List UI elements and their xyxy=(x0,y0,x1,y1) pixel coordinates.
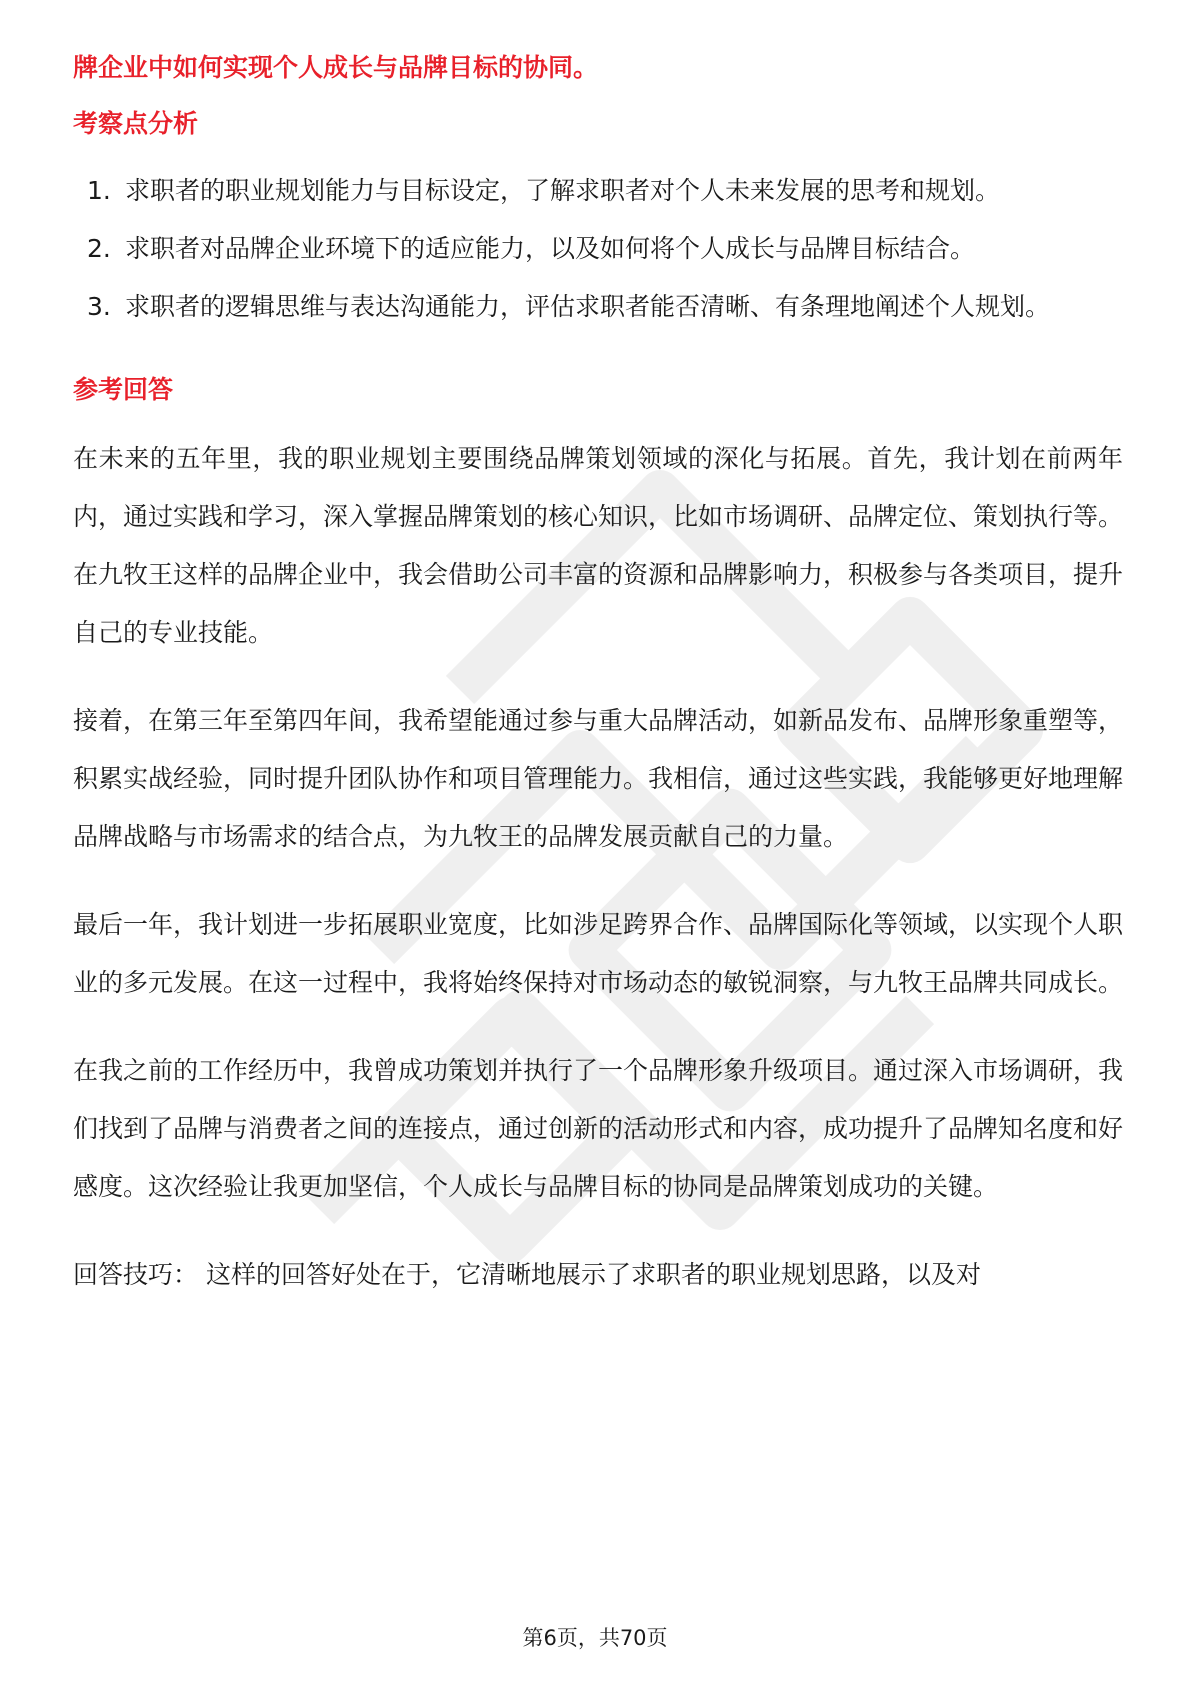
point-text: 求职者的逻辑思维与表达沟通能力，评估求职者能否清晰、有条理地阐述个人规划。 xyxy=(125,292,1051,321)
analysis-point xyxy=(73,162,1123,220)
analysis-point xyxy=(73,220,1123,278)
document-body xyxy=(73,50,1123,1334)
page-footer: 第6页，共70页 xyxy=(522,1626,668,1650)
analysis-points-list xyxy=(73,162,1123,336)
analysis-heading: 考察点分析 xyxy=(73,109,199,138)
answer-tips-paragraph: 回答技巧： 这样的回答好处在于，它清晰地展示了求职者的职业规划思路，以及对 xyxy=(73,1260,981,1289)
point-number: 2. xyxy=(87,234,111,263)
answer-heading: 参考回答 xyxy=(73,375,174,404)
point-text: 求职者的职业规划能力与目标设定，了解求职者对个人未来发展的思考和规划。 xyxy=(125,176,1001,205)
answer-paragraph: 在我之前的工作经历中，我曾成功策划并执行了一个品牌形象升级项目。通过深入市场调研，我们找到了品牌与消费者之间的连接点，通过创新的活动形式和内容，成功提升了品牌知名度和好感度。这次经验让我更加坚信，个人成长与品牌目标的协同是品牌策划成功的关键。 xyxy=(73,1056,1124,1201)
analysis-point xyxy=(73,278,1123,336)
question-title-line: 牌企业中如何实现个人成长与品牌目标的协同。 xyxy=(73,53,599,82)
point-number: 1. xyxy=(87,176,111,205)
answer-paragraph: 接着，在第三年至第四年间，我希望能通过参与重大品牌活动，如新品发布、品牌形象重塑等，积累实战经验，同时提升团队协作和项目管理能力。我相信，通过这些实践，我能够更好地理解品牌战略与市场需求的结合点，为九牧王的品牌发展贡献自己的力量。 xyxy=(73,706,1124,851)
answer-paragraph: 最后一年，我计划进一步拓展职业宽度，比如涉足跨界合作、品牌国际化等领域，以实现个人职业的多元发展。在这一过程中，我将始终保持对市场动态的敏锐洞察，与九牧王品牌共同成长。 xyxy=(73,910,1124,997)
point-number: 3. xyxy=(87,292,111,321)
answer-paragraph: 在未来的五年里，我的职业规划主要围绕品牌策划领域的深化与拓展。首先，我计划在前两年内，通过实践和学习，深入掌握品牌策划的核心知识，比如市场调研、品牌定位、策划执行等。在九牧王这样的品牌企业中，我会借助公司丰富的资源和品牌影响力，积极参与各类项目，提升自己的专业技能。 xyxy=(73,444,1124,647)
point-text: 求职者对品牌企业环境下的适应能力，以及如何将个人成长与品牌目标结合。 xyxy=(125,234,976,263)
